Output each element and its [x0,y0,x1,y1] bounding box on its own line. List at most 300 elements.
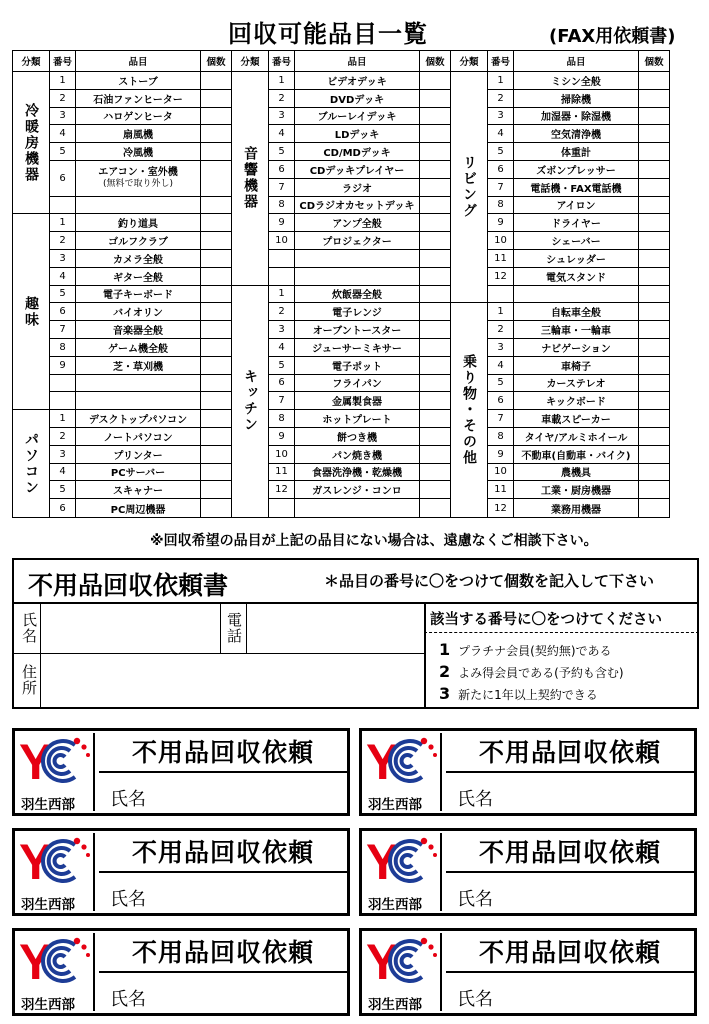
column-header: 番号 [488,51,514,72]
item-name: デスクトップパソコン [76,410,201,428]
item-name: 扇風機 [76,125,201,143]
item-number: 4 [269,125,295,143]
item-name: プリンター [76,446,201,464]
item-name: 電気スタンド [514,268,639,286]
item-number: 6 [269,161,295,179]
quantity-cell[interactable] [420,161,450,179]
label-title: 不用品回収依頼 [446,931,694,973]
quantity-cell[interactable] [201,357,231,375]
quantity-cell[interactable] [201,392,231,410]
quantity-cell[interactable] [639,108,669,126]
yc-logo [364,933,442,1011]
label-title: 不用品回収依頼 [99,831,347,873]
quantity-cell[interactable] [201,321,231,339]
item-name: ビデオデッキ [295,72,420,90]
item-number: 7 [269,179,295,197]
cut-out-label [12,828,350,916]
item-number: 7 [488,179,514,197]
item-number: 5 [50,286,76,304]
quantity-cell[interactable] [639,268,669,286]
item-name: スキャナー [76,481,201,499]
item-name: 電子キーボード [76,286,201,304]
item-name: 餅つき機 [295,428,420,446]
quantity-cell[interactable] [201,90,231,108]
category-label: キッチン [232,286,269,517]
quantity-cell[interactable] [420,481,450,499]
item-name: 車椅子 [514,357,639,375]
item-number: 9 [269,214,295,232]
item-name: PCサーバー [76,464,201,482]
yc-logo-icon [364,933,440,989]
item-name: ラジオ [295,179,420,197]
item-number [269,499,295,517]
yc-logo [364,833,442,911]
item-number: 9 [269,428,295,446]
item-number: 1 [50,410,76,428]
item-name: シェーバー [514,232,639,250]
item-name: タイヤ/アルミホイール [514,428,639,446]
logo-text: 羽生西部 [21,997,75,1013]
option-2[interactable]: 2 よみ得会員である(予約も含む) [439,662,624,681]
item-name: キックボード [514,392,639,410]
quantity-cell[interactable] [201,125,231,143]
options-title: 該当する番号に〇をつけてください [430,612,662,628]
item-number [50,392,76,410]
quantity-cell[interactable] [639,303,669,321]
item-name: 加湿器・除湿機 [514,108,639,126]
item-number: 5 [50,481,76,499]
quantity-cell[interactable] [420,339,450,357]
cut-out-label [12,728,350,816]
item-number: 8 [488,428,514,446]
item-name: 工業・厨房機器 [514,481,639,499]
svg-text:Y: Y [19,734,53,789]
column-header: 個数 [201,51,231,72]
item-name: カメラ全般 [76,250,201,268]
item-number: 7 [488,410,514,428]
quantity-cell[interactable] [201,446,231,464]
label-name-field[interactable]: 氏名 [457,889,493,910]
yc-logo-icon [17,833,93,889]
item-number: 9 [488,446,514,464]
category-label: 音響機器 [232,72,269,286]
quantity-cell[interactable] [201,143,231,161]
quantity-cell[interactable] [639,286,669,304]
quantity-cell[interactable] [420,357,450,375]
item-number: 5 [269,357,295,375]
quantity-cell[interactable] [639,72,669,90]
column-header: 番号 [50,51,76,72]
quantity-cell[interactable] [420,464,450,482]
quantity-cell[interactable] [420,232,450,250]
category-label: リビング [451,72,488,303]
quantity-cell[interactable] [639,143,669,161]
yc-logo [17,733,95,811]
items-table [12,50,697,518]
quantity-cell[interactable] [201,108,231,126]
item-number: 8 [269,197,295,215]
item-name: ノートパソコン [76,428,201,446]
divider [220,602,221,653]
quantity-cell[interactable] [201,232,231,250]
item-number: 4 [488,357,514,375]
yc-logo [364,733,442,811]
item-name: プロジェクター [295,232,420,250]
item-number: 1 [488,72,514,90]
quantity-cell[interactable] [420,108,450,126]
yc-logo-icon [17,733,93,789]
quantity-cell[interactable] [639,90,669,108]
item-number: 7 [269,392,295,410]
item-name: 冷風機 [76,143,201,161]
quantity-cell[interactable] [201,428,231,446]
item-number: 4 [50,125,76,143]
label-title: 不用品回収依頼 [99,931,347,973]
item-name: アンプ全般 [295,214,420,232]
column-header: 品目 [295,51,420,72]
yc-logo [17,933,95,1011]
quantity-cell[interactable] [201,72,231,90]
item-number: 12 [488,499,514,517]
category-label: 乗り物・その他 [451,303,488,517]
quantity-cell[interactable] [639,392,669,410]
item-number: 6 [50,161,76,197]
item-name: CDラジオカセットデッキ [295,197,420,215]
item-number: 2 [50,428,76,446]
svg-text:Y: Y [19,834,53,889]
quantity-cell[interactable] [639,161,669,179]
option-3[interactable]: 3 新たに1年以上契約できる [439,684,598,703]
divider [40,602,41,709]
item-number: 10 [488,232,514,250]
item-number: 11 [488,250,514,268]
item-name: DVDデッキ [295,90,420,108]
name-field[interactable] [42,604,219,652]
item-number: 11 [269,464,295,482]
quantity-cell[interactable] [639,197,669,215]
category-label: 冷暖房機器 [13,72,50,214]
svg-text:Y: Y [366,734,400,789]
item-name: 石油ファンヒーター [76,90,201,108]
column-header: 個数 [420,51,450,72]
quantity-cell[interactable] [639,375,669,393]
item-number: 1 [488,303,514,321]
item-number: 7 [50,321,76,339]
items-column-2 [231,50,450,518]
item-name: 農機具 [514,464,639,482]
yc-logo-icon [364,833,440,889]
quantity-cell[interactable] [420,375,450,393]
quantity-cell[interactable] [201,268,231,286]
item-number: 6 [50,303,76,321]
item-number: 2 [269,303,295,321]
item-name: PC周辺機器 [76,499,201,517]
item-name: 電子レンジ [295,303,420,321]
item-name: ズボンプレッサー [514,161,639,179]
quantity-cell[interactable] [639,357,669,375]
fax-label: (FAX用依頼書) [549,26,676,47]
quantity-cell[interactable] [420,446,450,464]
items-column-1 [12,50,231,518]
item-number: 4 [50,268,76,286]
item-number: 5 [488,375,514,393]
item-name: 金属製食器 [295,392,420,410]
item-number: 4 [50,464,76,482]
item-name: ミシン全般 [514,72,639,90]
quantity-cell[interactable] [201,303,231,321]
label-title: 不用品回収依頼 [99,731,347,773]
item-number: 3 [488,108,514,126]
label-title: 不用品回収依頼 [446,831,694,873]
column-header: 品目 [514,51,639,72]
svg-text:Y: Y [366,934,400,989]
quantity-cell[interactable] [639,428,669,446]
logo-text: 羽生西部 [368,897,422,913]
item-name: カーステレオ [514,375,639,393]
item-number: 12 [269,481,295,499]
address-label: 住所 [20,664,38,696]
item-number: 6 [488,161,514,179]
item-name: オーブントースター [295,321,420,339]
item-number: 10 [269,446,295,464]
item-name: 不動車(自動車・バイク) [514,446,639,464]
label-name-field[interactable]: 氏名 [110,789,146,810]
item-name: ナビゲーション [514,339,639,357]
column-header: 分類 [232,51,269,72]
form-instruction: ＊品目の番号に〇をつけて個数を記入して下さい [324,572,655,590]
item-number: 2 [488,321,514,339]
item-name [295,499,420,517]
item-name: LDデッキ [295,125,420,143]
quantity-cell[interactable] [639,179,669,197]
item-name: 芝・草刈機 [76,357,201,375]
logo-text: 羽生西部 [368,997,422,1013]
quantity-cell[interactable] [420,428,450,446]
item-number: 3 [50,250,76,268]
item-name: 車載スピーカー [514,410,639,428]
quantity-cell[interactable] [201,481,231,499]
quantity-cell[interactable] [639,481,669,499]
consult-note: ※回収希望の品目が上記の品目にない場合は、遠慮なくご相談下さい。 [150,533,598,549]
item-number: 2 [50,232,76,250]
item-number: 3 [50,446,76,464]
column-header: 番号 [269,51,295,72]
quantity-cell[interactable] [420,286,450,304]
quantity-cell[interactable] [420,392,450,410]
quantity-cell[interactable] [201,197,231,215]
item-name [295,268,420,286]
item-name: 音楽器全般 [76,321,201,339]
quantity-cell[interactable] [639,125,669,143]
quantity-cell[interactable] [201,286,231,304]
svg-text:Y: Y [366,834,400,889]
quantity-cell[interactable] [420,410,450,428]
item-number: 2 [488,90,514,108]
item-name: ゴルフクラブ [76,232,201,250]
category-label: 趣味 [13,214,50,410]
items-column-3 [450,50,670,518]
request-form [12,558,699,709]
item-name [514,286,639,304]
quantity-cell[interactable] [201,161,231,197]
item-number: 8 [269,410,295,428]
column-header: 個数 [639,51,669,72]
item-name: 食器洗浄機・乾燥機 [295,464,420,482]
item-number: 3 [488,339,514,357]
item-name: ジューサーミキサー [295,339,420,357]
item-name: ブルーレイデッキ [295,108,420,126]
label-name-field[interactable]: 氏名 [110,889,146,910]
cut-out-label [12,928,350,1016]
quantity-cell[interactable] [639,250,669,268]
quantity-cell[interactable] [201,375,231,393]
svg-text:Y: Y [19,934,53,989]
item-name: ハロゲンヒータ [76,108,201,126]
item-name: 掃除機 [514,90,639,108]
item-number: 11 [488,481,514,499]
quantity-cell[interactable] [420,90,450,108]
item-number: 2 [50,90,76,108]
quantity-cell[interactable] [639,410,669,428]
quantity-cell[interactable] [639,499,669,517]
item-number: 12 [488,268,514,286]
label-title: 不用品回収依頼 [446,731,694,773]
item-number: 4 [488,125,514,143]
item-name: アイロン [514,197,639,215]
quantity-cell[interactable] [639,214,669,232]
item-number [269,250,295,268]
item-number: 5 [269,143,295,161]
quantity-cell[interactable] [420,250,450,268]
item-name: ホットプレート [295,410,420,428]
quantity-cell[interactable] [420,143,450,161]
quantity-cell[interactable] [639,232,669,250]
item-number: 1 [269,286,295,304]
item-number: 4 [269,339,295,357]
quantity-cell[interactable] [420,321,450,339]
item-name: CD/MDデッキ [295,143,420,161]
label-name-field[interactable]: 氏名 [457,789,493,810]
yc-logo-icon [364,733,440,789]
item-number: 5 [50,143,76,161]
quantity-cell[interactable] [201,464,231,482]
item-number [50,197,76,215]
cut-out-label [359,728,697,816]
item-name: シュレッダー [514,250,639,268]
item-number [488,286,514,304]
item-name: バイオリン [76,303,201,321]
divider [14,653,424,654]
category-label: パソコン [13,410,50,517]
quantity-cell[interactable] [639,446,669,464]
logo-text: 羽生西部 [368,797,422,813]
quantity-cell[interactable] [201,214,231,232]
item-name: パン焼き機 [295,446,420,464]
quantity-cell[interactable] [420,268,450,286]
logo-text: 羽生西部 [21,797,75,813]
item-name: フライパン [295,375,420,393]
item-number: 2 [269,90,295,108]
quantity-cell[interactable] [201,250,231,268]
quantity-cell[interactable] [420,72,450,90]
option-1[interactable]: 1 プラチナ会員(契約無)である [439,640,612,659]
address-field[interactable] [42,655,423,708]
item-number: 3 [269,108,295,126]
quantity-cell[interactable] [201,499,231,517]
item-name: ゲーム機全般 [76,339,201,357]
quantity-cell[interactable] [201,410,231,428]
item-number: 1 [50,214,76,232]
item-name: 空気清浄機 [514,125,639,143]
quantity-cell[interactable] [420,214,450,232]
label-name-field[interactable]: 氏名 [457,989,493,1010]
item-number: 8 [50,339,76,357]
page-title: 回収可能品目一覧 [228,20,428,48]
item-name: ギター全般 [76,268,201,286]
item-number [50,375,76,393]
quantity-cell[interactable] [639,321,669,339]
column-header: 品目 [76,51,201,72]
form-title: 不用品回収依頼書 [28,571,229,600]
item-name: ガスレンジ・コンロ [295,481,420,499]
item-name: 電子ポット [295,357,420,375]
item-name: 三輪車・一輪車 [514,321,639,339]
column-header: 分類 [13,51,50,72]
name-label: 氏名 [20,612,38,644]
phone-field[interactable] [248,604,423,652]
yc-logo-icon [17,933,93,989]
item-number: 10 [488,464,514,482]
item-name: 自転車全般 [514,303,639,321]
logo-text: 羽生西部 [21,897,75,913]
item-number: 8 [488,197,514,215]
phone-label: 電話 [225,612,243,644]
item-name: 炊飯器全般 [295,286,420,304]
item-number: 9 [50,357,76,375]
quantity-cell[interactable] [420,125,450,143]
label-name-field[interactable]: 氏名 [110,989,146,1010]
item-number: 6 [488,392,514,410]
column-header: 分類 [451,51,488,72]
item-name [76,392,201,410]
quantity-cell[interactable] [420,499,450,517]
cut-out-label [359,928,697,1016]
item-name: CDデッキプレイヤー [295,161,420,179]
item-name: エアコン・室外機 (無料で取り外し) [76,161,201,197]
quantity-cell[interactable] [639,464,669,482]
item-name: 業務用機器 [514,499,639,517]
item-number: 6 [269,375,295,393]
quantity-cell[interactable] [420,197,450,215]
item-number: 6 [50,499,76,517]
quantity-cell[interactable] [420,179,450,197]
quantity-cell[interactable] [201,339,231,357]
item-name: ストーブ [76,72,201,90]
quantity-cell[interactable] [420,303,450,321]
item-name: ドライヤー [514,214,639,232]
yc-logo [17,833,95,911]
item-number: 5 [488,143,514,161]
item-number: 10 [269,232,295,250]
item-number [269,268,295,286]
item-number: 3 [269,321,295,339]
item-name [76,375,201,393]
item-number: 1 [50,72,76,90]
quantity-cell[interactable] [639,339,669,357]
divider [246,602,247,653]
divider [424,632,699,633]
item-number: 3 [50,108,76,126]
